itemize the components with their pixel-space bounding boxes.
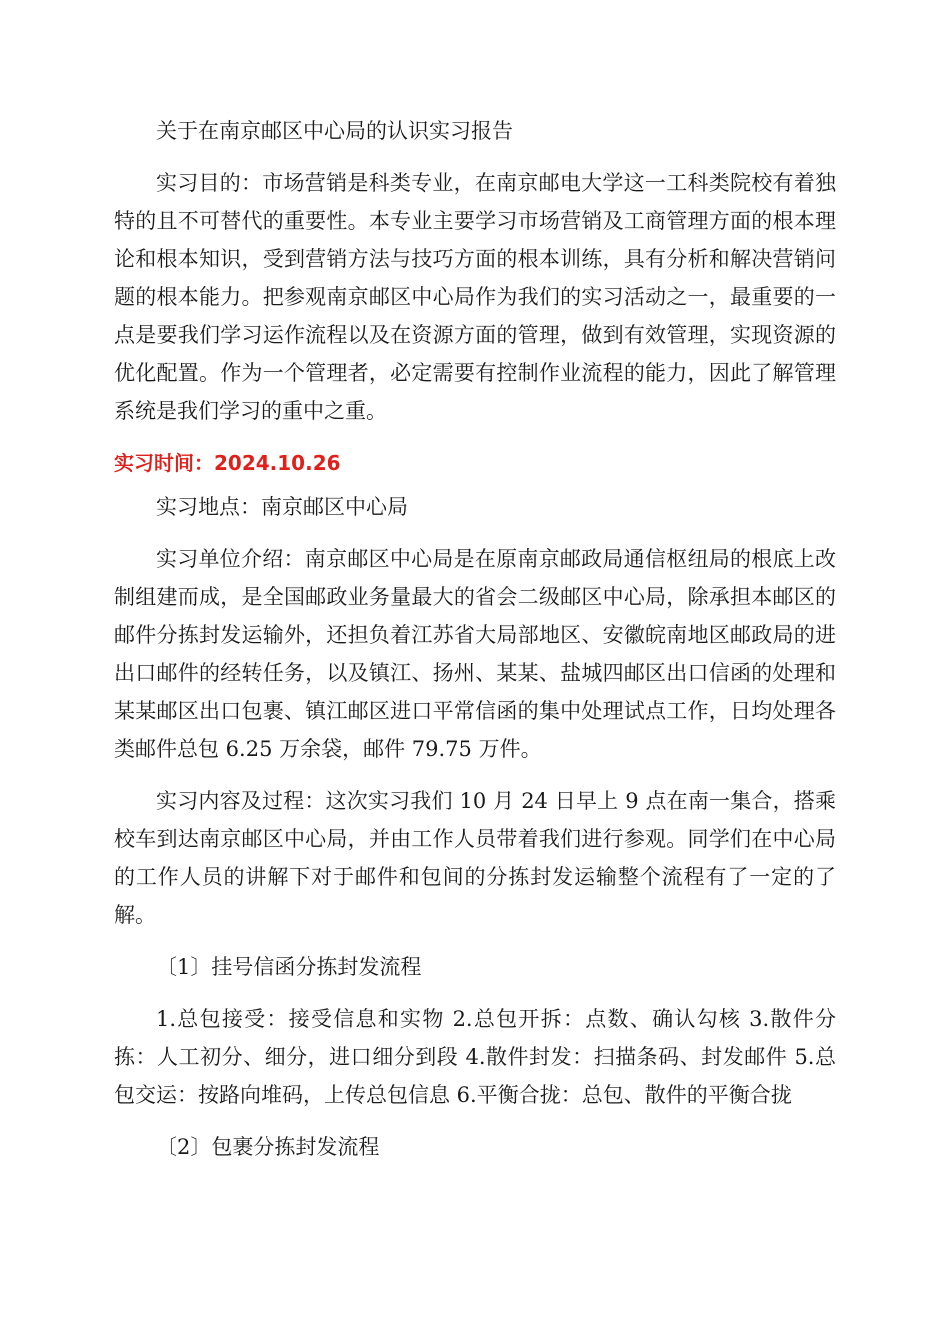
internship-time: 实习时间：2024.10.26 (114, 451, 341, 475)
section-heading-registered-letters: 〔1〕挂号信函分拣封发流程 (156, 955, 422, 979)
unit-intro-paragraph: 实习单位介绍：南京邮区中心局是在原南京邮政局通信枢纽局的根底上改制组建而成，是全国邮政业务量最大的省会二级邮区中心局，除承担本邮区的邮件分拣封发运输外，还担负着江苏省大局部地区、安徽皖南地区邮政局的进出口邮件的经转任务，以及镇江、扬州、某某、盐城四邮区出口信函的处理和某某邮区出口包裹、镇江邮区进口平常信函的集中处理试点工作，日均处理各类邮件总包 6.25 万余袋，邮件 79.75 万件。 (114, 547, 836, 761)
document-page (114, 112, 836, 1180)
process-paragraph: 实习内容及过程：这次实习我们 10 月 24 日早上 9 点在南一集合，搭乘校车到达南京邮区中心局，并由工作人员带着我们进行参观。同学们在中心局的工作人员的讲解下对于邮件和包间的分拣封发运输整个流程有了一定的了解。 (114, 789, 836, 927)
document-title: 关于在南京邮区中心局的认识实习报告 (156, 119, 513, 143)
registered-letters-steps: 1.总包接受：接受信息和实物 2.总包开拆：点数、确认勾核 3.散件分拣：人工初分、细分，进口细分到段 4.散件封发：扫描条码、封发邮件 5.总包交运：按路向堆码，上传总包信息 6.平衡合拢：总包、散件的平衡合拢 (114, 1007, 836, 1107)
section-heading-parcels: 〔2〕包裹分拣封发流程 (156, 1135, 380, 1159)
purpose-paragraph: 实习目的：市场营销是科类专业，在南京邮电大学这一工科类院校有着独特的且不可替代的重要性。本专业主要学习市场营销及工商管理方面的根本理论和根本知识，受到营销方法与技巧方面的根本训练，具有分析和解决营销问题的根本能力。把参观南京邮区中心局作为我们的实习活动之一，最重要的一点是要我们学习运作流程以及在资源方面的管理，做到有效管理，实现资源的优化配置。作为一个管理者，必定需要有控制作业流程的能力，因此了解管理系统是我们学习的重中之重。 (114, 171, 836, 423)
internship-place: 实习地点：南京邮区中心局 (156, 495, 408, 519)
